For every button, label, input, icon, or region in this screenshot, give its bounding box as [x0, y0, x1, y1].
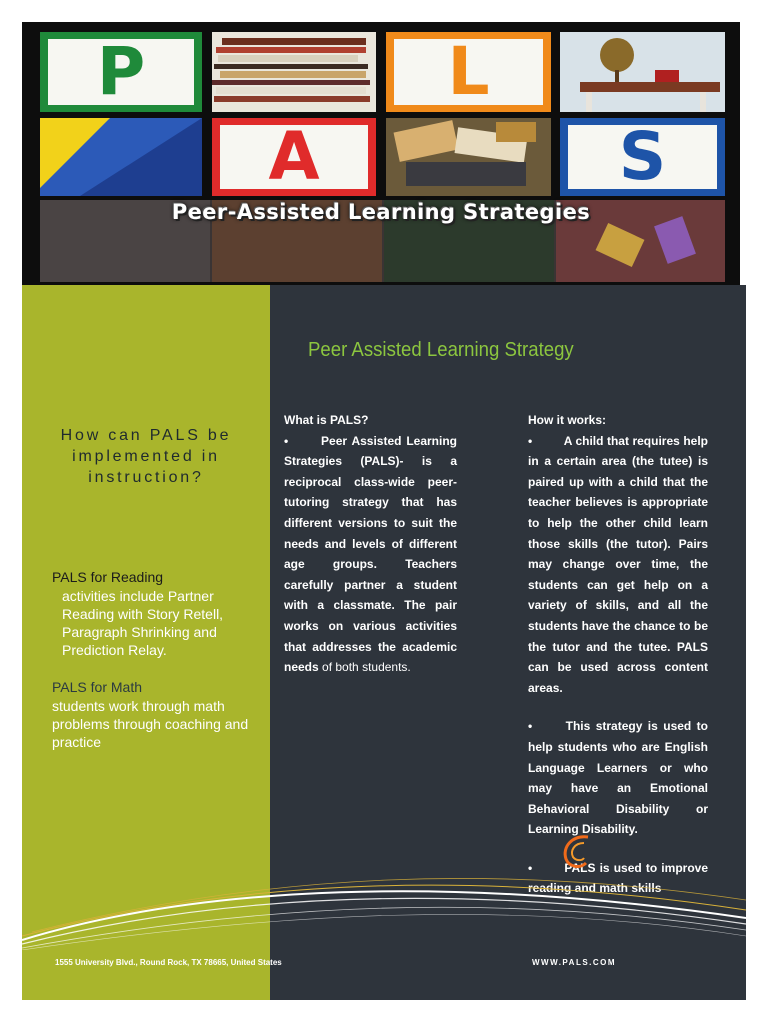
bullet: • — [528, 719, 533, 734]
footer-website-link[interactable]: WWW.PALS.COM — [532, 958, 617, 967]
letter-p: P — [96, 33, 146, 110]
letter-s: S — [618, 118, 667, 195]
how-paragraph-3: PALS is used to improve reading and math skills — [528, 860, 708, 896]
bullet: • — [528, 860, 533, 875]
letter-tile-p — [40, 32, 202, 112]
letter-tile-l — [386, 32, 551, 112]
swirl-logo-icon — [558, 831, 598, 871]
bullet: • — [528, 433, 533, 448]
decorative-waves — [22, 870, 746, 950]
what-is-pals-column — [284, 410, 457, 678]
math-body: students work through math problems through coaching and practice — [52, 698, 249, 750]
bullet: • — [284, 433, 289, 448]
sidebar-question: How can PALS be implemented in instruction? — [60, 427, 232, 486]
what-body-tail: of both students. — [322, 660, 411, 675]
shapes-image — [40, 118, 202, 196]
letter-tile-a — [212, 118, 376, 196]
pals-banner — [22, 22, 740, 285]
how-paragraph-2: This strategy is used to help students who are English Language Learners or who may have an Emotional Behavioral Disability or Learning Disability. — [528, 719, 708, 837]
classroom-image — [386, 118, 551, 196]
letter-a: A — [268, 118, 320, 195]
what-body: Peer Assisted Learning Strategies (PALS)- is a reciprocal class-wide peer-tutoring strategy that has different versions to suit the needs and levels of different age groups. Teachers carefully partner a student with a classmate. The pair works on various activities that addresses the academic needs — [284, 433, 457, 675]
letter-tile-s — [560, 118, 725, 196]
footer-address: 1555 University Blvd., Round Rock, TX 78665, United States — [55, 958, 282, 967]
how-title: How it works: — [528, 413, 607, 427]
how-it-works-column — [528, 410, 708, 899]
banner-caption: Peer-Assisted Learning Strategies — [171, 200, 591, 224]
desk-globe-image — [560, 32, 725, 112]
how-paragraph-1: A child that requires help in a certain area (the tutee) is paired up with a child that the teacher believes is appropriate to help the other child learn those skills (the tutor). Pairs may change over time, the students can get help on a variety of skills, and all the students have the chance to be the tutor and the tutee. PALS can be used across content areas. — [528, 433, 708, 695]
reading-body: activities include Partner Reading with Story Retell, Paragraph Shrinking and Prediction Relay. — [62, 588, 224, 658]
what-title: What is PALS? — [284, 413, 369, 427]
panel-heading: Peer Assisted Learning Strategy — [308, 339, 574, 361]
reading-title: PALS for Reading — [52, 569, 164, 585]
letter-l: L — [447, 33, 490, 110]
math-title: PALS for Math — [52, 679, 143, 695]
books-image — [212, 32, 376, 112]
